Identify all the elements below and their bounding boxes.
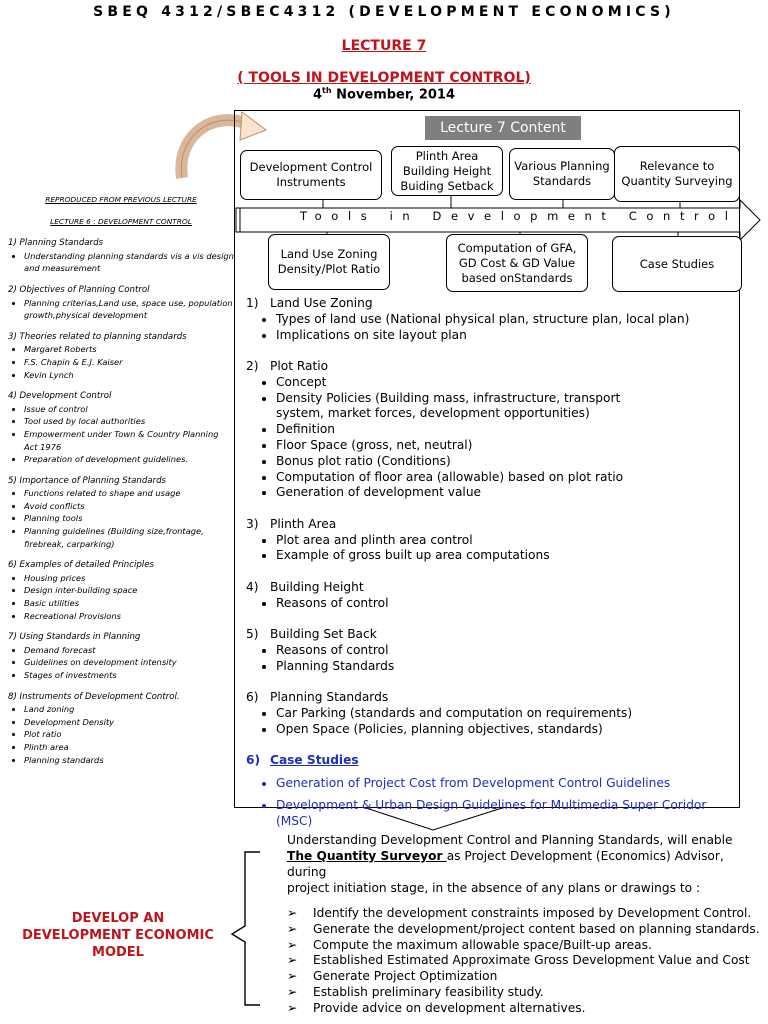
box-computation-gfa: Computation of GFA, GD Cost & GD Value based onStandards [446,234,588,292]
summary-bullet-text: Identify the development constraints imposed by Development Control. [313,906,752,920]
content-item-point: • Reasons of control [276,643,726,659]
intro-line-3: project initiation stage, in the absence of any plans or drawings to : [287,881,701,895]
sidebar-caption-lecture6: LECTURE 6 : DEVELOPMENT CONTROL [50,216,192,226]
arrow-bullet-icon: ➢ [287,906,298,920]
sidebar-section-item: • Planning tools [24,512,234,525]
left-brace [232,852,260,1005]
date-day: 4 [312,87,323,103]
summary-bullets [287,906,760,1017]
content-item-point: • Floor Space (gross, net, neutral) [276,438,726,454]
develop-model-label: DEVELOP AN DEVELOPMENT ECONOMIC MODEL [22,911,214,960]
date-suffix: th [322,86,332,95]
summary-bullet-text: Generate the development/project content based on planning standards. [313,921,760,936]
sidebar-section-item: • Functions related to shape and usage [24,487,234,500]
arrow-bullet-icon: ➢ [287,1000,298,1015]
content-item [246,690,726,737]
content-item-number: 3) [246,516,259,531]
box-land-use-zoning: Land Use Zoning Density/Plot Ratio [268,234,390,290]
content-item-point: • Open Space (Policies, planning objectives, standards) [276,722,726,738]
sidebar-section-item: • Design inter-building space [24,584,234,597]
sidebar-section-item: • Understanding planning standards vis a vis design and measurement [24,250,234,275]
content-item-title: Plinth Area [270,516,337,531]
content-item-point: • Reasons of control [276,596,726,612]
arrow-bullet-icon: ➢ [287,953,298,968]
content-item-point: • Density Policies (Building mass, infrastructure, transport system, market forces, development opportunities) [276,391,726,423]
sidebar-caption-reproduced: REPRODUCED FROM PREVIOUS LECTURE [45,195,197,204]
content-item-title: Building Height [270,579,364,594]
sidebar-section-item: • Avoid conflicts [24,500,234,513]
summary-bullet [287,921,760,938]
content-item-point: • Concept [276,375,726,391]
content-item [246,627,726,674]
summary-bullet [287,953,757,969]
summary-bullet [287,906,757,922]
content-item-point: • Bonus plot ratio (Conditions) [276,454,726,470]
lecture-number: LECTURE 7 [341,38,427,54]
content-box-title: Lecture 7 Content [425,116,581,140]
content-item-point[interactable]: • Generation of Project Cost from Development Control Guidelines [276,776,726,792]
arrow-bullet-icon: ➢ [287,937,298,952]
sidebar-section-item: • Stages of investments [24,669,234,682]
sidebar-section-item: • Plinth area [24,741,234,754]
summary-bullet-text: Established Estimated Approximate Gross Development Value and Cost [313,953,750,968]
sidebar-section-item: • Land zoning [24,703,234,716]
summary-bullet [287,969,757,985]
content-item-point: • Generation of development value [276,485,726,501]
content-item-point: • Car Parking (standards and computation on requirements) [276,706,726,722]
sidebar-section [8,390,234,466]
box-various-planning-standards: Various Planning Standards [509,148,615,200]
content-item-title: Land Use Zoning [270,296,373,310]
lecture-subtitle: ( TOOLS IN DEVELOPMENT CONTROL) [237,70,531,86]
sidebar-section-heading: 6) Examples of detailed Principles [8,560,154,571]
sidebar-section [8,631,234,681]
content-item-point: • Planning Standards [276,659,726,675]
sidebar-section-item: • Kevin Lynch [24,369,234,382]
content-item-title: Plot Ratio [270,358,329,373]
sidebar-section-item: • Guidelines on development intensity [24,656,234,669]
content-item [246,359,726,501]
sidebar-section-item: • Recreational Provisions [24,610,234,623]
content-item-point: • Plot area and plinth area control [276,533,726,549]
content-item-point: • Types of land use (National physical plan, structure plan, local plan) [276,312,726,328]
sidebar-section-heading: 3) Theories related to planning standards [8,331,187,342]
sidebar-section-item: • Development Density [24,716,234,729]
sidebar-section-item: • Preparation of development guidelines. [24,453,234,466]
content-item-title[interactable]: Case Studies [270,752,359,767]
box-case-studies: Case Studies [612,236,742,292]
content-item-number: 2) [246,358,259,373]
summary-bullet [287,938,757,954]
content-item-number: 6) [246,689,259,704]
sidebar-section-item: • Planning criterias,Land use, space use, population growth,physical development [24,297,234,322]
content-item-title: Building Set Back [270,626,377,641]
intro-line-2: The Quantity Surveyor as Project Development (Economics) Advisor, during [287,849,724,879]
summary-bullet-text: Provide advice on development alternatives. [313,1000,586,1015]
sidebar-section-item: • Housing prices [24,572,234,585]
content-item-point: • Definition [276,422,726,438]
lecture-content-list [246,296,726,845]
sidebar-section [8,475,234,551]
content-item [246,753,726,829]
content-item [246,580,726,612]
content-item-number: 5) [246,626,259,641]
course-title: SBEQ 4312/SBEC4312 (DEVELOPMENT ECONOMICS) [93,4,675,20]
content-item-number: 6) [246,752,261,767]
summary-bullet [287,985,757,1001]
sidebar-section-heading: 8) Instruments of Development Control. [8,691,180,702]
sidebar-section-heading: 1) Planning Standards [8,238,104,249]
sidebar-section-item: • Planning standards [24,754,234,767]
sidebar-section-item: • Basic utilities [24,597,234,610]
box-plinth-height-setback: Plinth Area Building Height Buiding Setback [391,146,503,196]
arrow-bullet-icon: ➢ [287,984,298,999]
sidebar-section-heading: 5) Importance of Planning Standards [8,475,167,486]
intro-line-1: Understanding Development Control and Planning Standards, will enable [287,833,733,847]
sidebar-section [8,559,234,622]
sidebar-section-item: • Tool used by local authorities [24,415,234,428]
content-item-point: • Example of gross built up area computations [276,548,726,564]
sidebar-section-heading: 7) Using Standards in Planning [8,632,141,643]
content-item [246,517,726,564]
arrow-bullet-icon: ➢ [287,921,298,936]
content-item-point[interactable]: • Development & Urban Design Guidelines for Multimedia Super Coridor (MSC) [276,798,726,830]
sidebar-section-heading: 2) Objectives of Planning Control [8,284,150,295]
sidebar-section-item: • Issue of control [24,403,234,416]
box-development-control-instruments: Development Control Instruments [240,150,382,200]
tools-arrow-label: Tools in Development Control [300,209,738,223]
content-item-point: • Implications on site layout plan [276,328,726,344]
sidebar-section [8,284,234,322]
sidebar-section-item: • Margaret Roberts [24,343,234,356]
summary-bullet-text: Generate Project Optimization [313,969,498,984]
sidebar-section-item: • F.S. Chapin & E.J. Kaiser [24,356,234,369]
previous-lecture-sidebar [8,194,234,766]
sidebar-section-item: • Empowerment under Town & Country Planning Act 1976 [24,428,234,453]
sidebar-section-item: • Plot ratio [24,728,234,741]
content-item-point: • Computation of floor area (allowable) based on plot ratio [276,470,726,486]
sidebar-section [8,331,234,381]
sidebar-section-item: • Planning guidelines (Building size,frontage, firebreak, carparking) [24,525,234,550]
date-rest: November, 2014 [331,87,456,103]
quantity-surveyor-text: The Quantity Surveyor [287,849,447,863]
sidebar-section [8,691,234,767]
content-item [246,296,726,343]
summary-bullet [287,1001,757,1017]
box-relevance-quantity-surveying: Relevance to Quantity Surveying [614,146,740,202]
summary-bullet-text: Compute the maximum allowable space/Built-up areas. [313,937,652,952]
summary-bullet-text: Establish preliminary feasibility study. [313,984,544,999]
arrow-bullet-icon: ➢ [287,969,298,984]
content-item-title: Planning Standards [270,689,389,704]
content-item-number: 1) [246,296,259,310]
summary-intro [287,832,757,896]
sidebar-section-item: • Demand forecast [24,644,234,657]
content-item-number: 4) [246,579,259,594]
sidebar-section [8,237,234,275]
sidebar-section-heading: 4) Development Control [8,391,112,402]
